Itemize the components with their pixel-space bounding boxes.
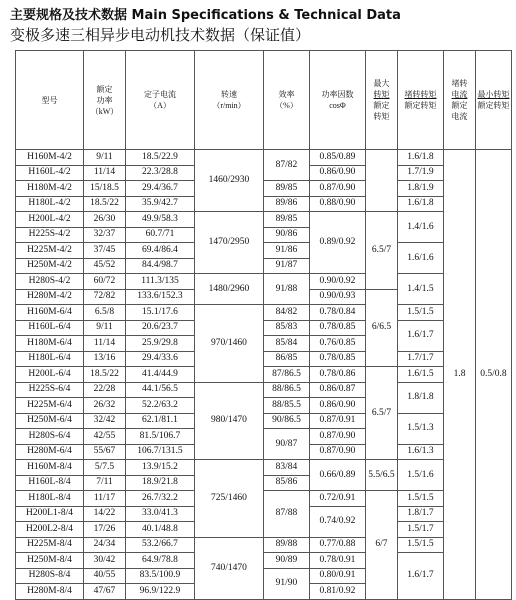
cell-efficiency: 89/85	[264, 181, 310, 197]
cell-power: 22/28	[84, 382, 126, 398]
table-row	[16, 460, 512, 476]
cell-model: H200L-6/4	[16, 367, 84, 383]
cell-power: 14/22	[84, 506, 126, 522]
cell-max-torque: 6.5/7	[366, 212, 398, 290]
cell-power: 26/30	[84, 212, 126, 228]
cell-model: H280M-6/4	[16, 444, 84, 460]
cell-locked-torque: 1.6/1.7	[398, 320, 444, 351]
cell-speed: 725/1460	[195, 460, 264, 538]
cell-locked-torque: 1.4/1.5	[398, 274, 444, 305]
cell-current: 22.3/28.8	[126, 165, 195, 181]
cell-locked-torque: 1.4/1.6	[398, 212, 444, 243]
cell-efficiency: 90/87	[264, 429, 310, 460]
table-row	[16, 320, 512, 336]
cell-efficiency: 84/82	[264, 305, 310, 321]
cell-model: H250M-4/2	[16, 258, 84, 274]
cell-efficiency: 87/86.5	[264, 367, 310, 383]
cell-current: 133.6/152.3	[126, 289, 195, 305]
header-max-torque: 最大 转矩 额定 转矩	[366, 51, 398, 150]
cell-model: H250M-8/4	[16, 553, 84, 569]
cell-efficiency: 91/87	[264, 258, 310, 274]
cell-model: H280M-4/2	[16, 289, 84, 305]
cell-power-factor: 0.86/0.90	[310, 398, 366, 414]
cell-model: H180M-4/2	[16, 181, 84, 197]
cell-power-factor: 0.86/0.87	[310, 382, 366, 398]
cell-current: 106.7/131.5	[126, 444, 195, 460]
cell-power: 32/37	[84, 227, 126, 243]
header-row	[16, 51, 512, 150]
cell-model: H200L-4/2	[16, 212, 84, 228]
cell-current: 18.5/22.9	[126, 150, 195, 166]
cell-model: H280M-8/4	[16, 584, 84, 600]
cell-model: H160L-4/2	[16, 165, 84, 181]
header-power: 额定 功率 （kW）	[84, 51, 126, 150]
cell-locked-torque: 1.6/1.6	[398, 243, 444, 274]
cell-power: 6.5/8	[84, 305, 126, 321]
cell-model: H180L-4/2	[16, 196, 84, 212]
table-row	[16, 305, 512, 321]
spec-table	[15, 50, 512, 600]
cell-model: H160L-8/4	[16, 475, 84, 491]
cell-efficiency: 91/86	[264, 243, 310, 259]
cell-model: H280S-8/4	[16, 568, 84, 584]
cell-power: 26/32	[84, 398, 126, 414]
cell-power-factor: 0.87/0.90	[310, 181, 366, 197]
cell-efficiency: 90/89	[264, 553, 310, 569]
cell-power: 42/55	[84, 429, 126, 445]
cell-locked-torque: 1.6/1.8	[398, 150, 444, 166]
cell-min-torque: 0.5/0.8	[476, 150, 512, 600]
cell-power-factor: 0.66/0.89	[310, 460, 366, 491]
cell-power: 9/11	[84, 320, 126, 336]
header-model: 型号	[16, 51, 84, 150]
cell-power: 18.5/22	[84, 196, 126, 212]
cell-locked-torque: 1.5/1.7	[398, 522, 444, 538]
cell-current: 69.4/86.4	[126, 243, 195, 259]
cell-power: 5/7.5	[84, 460, 126, 476]
cell-model: H180L-6/4	[16, 351, 84, 367]
cell-speed: 1460/2930	[195, 150, 264, 212]
cell-model: H160L-6/4	[16, 320, 84, 336]
cell-power: 37/45	[84, 243, 126, 259]
cell-model: H200L2-8/4	[16, 522, 84, 538]
cell-efficiency: 88/86.5	[264, 382, 310, 398]
cell-power: 30/42	[84, 553, 126, 569]
table-row	[16, 382, 512, 398]
cell-power: 18.5/22	[84, 367, 126, 383]
cell-max-torque: 6/6.5	[366, 289, 398, 367]
table-row	[16, 274, 512, 290]
cell-power: 9/11	[84, 150, 126, 166]
cell-max-torque: 5.5/6.5	[366, 460, 398, 491]
table-row	[16, 351, 512, 367]
cell-speed: 1480/2960	[195, 274, 264, 305]
cell-power-factor: 0.87/0.90	[310, 444, 366, 460]
cell-locked-torque: 1.6/1.3	[398, 444, 444, 460]
cell-model: H250M-6/4	[16, 413, 84, 429]
cell-power-factor: 0.87/0.91	[310, 413, 366, 429]
cell-power-factor: 0.76/0.85	[310, 336, 366, 352]
cell-current: 40.1/48.8	[126, 522, 195, 538]
cell-power-factor: 0.80/0.91	[310, 568, 366, 584]
cell-locked-torque: 1.8/1.8	[398, 382, 444, 413]
cell-current: 29.4/33.6	[126, 351, 195, 367]
cell-current: 81.5/106.7	[126, 429, 195, 445]
cell-efficiency: 89/86	[264, 196, 310, 212]
cell-power-factor: 0.87/0.90	[310, 429, 366, 445]
cell-locked-torque: 1.5/1.5	[398, 305, 444, 321]
cell-power: 11/14	[84, 165, 126, 181]
table-row	[16, 181, 512, 197]
cell-power-factor: 0.74/0.92	[310, 506, 366, 537]
cell-power-factor: 0.86/0.90	[310, 165, 366, 181]
cell-power: 17/26	[84, 522, 126, 538]
cell-power-factor: 0.90/0.92	[310, 274, 366, 290]
cell-model: H200L1-8/4	[16, 506, 84, 522]
table-row	[16, 537, 512, 553]
cell-efficiency: 91/90	[264, 568, 310, 599]
cell-speed: 980/1470	[195, 382, 264, 460]
cell-locked-torque: 1.6/1.7	[398, 553, 444, 600]
title-main: 主要规格及技术数据 Main Specifications & Technical Data	[10, 8, 401, 23]
cell-model: H225M-8/4	[16, 537, 84, 553]
cell-locked-current: 1.8	[444, 150, 476, 600]
cell-power: 60/72	[84, 274, 126, 290]
cell-efficiency: 83/84	[264, 460, 310, 476]
cell-power-factor: 0.78/0.85	[310, 351, 366, 367]
cell-power-factor: 0.78/0.84	[310, 305, 366, 321]
cell-current: 83.5/100.9	[126, 568, 195, 584]
cell-speed: 740/1470	[195, 537, 264, 599]
cell-locked-torque: 1.6/1.8	[398, 196, 444, 212]
table-row	[16, 196, 512, 212]
cell-current: 20.6/23.7	[126, 320, 195, 336]
cell-efficiency: 89/88	[264, 537, 310, 553]
cell-speed: 970/1460	[195, 305, 264, 383]
cell-power-factor: 0.78/0.91	[310, 553, 366, 569]
cell-max-torque	[366, 150, 398, 212]
cell-efficiency: 89/85	[264, 212, 310, 228]
cell-power: 32/42	[84, 413, 126, 429]
cell-efficiency: 86/85	[264, 351, 310, 367]
header-current: 定子电流 （A）	[126, 51, 195, 150]
cell-power-factor: 0.72/0.91	[310, 491, 366, 507]
cell-model: H225M-6/4	[16, 398, 84, 414]
cell-current: 29.4/36.7	[126, 181, 195, 197]
cell-model: H280S-4/2	[16, 274, 84, 290]
table-row	[16, 413, 512, 429]
cell-current: 53.2/66.7	[126, 537, 195, 553]
cell-power: 15/18.5	[84, 181, 126, 197]
cell-power: 7/11	[84, 475, 126, 491]
cell-power-factor: 0.88/0.90	[310, 196, 366, 212]
header-speed: 转速 （r/min）	[195, 51, 264, 150]
table-row	[16, 491, 512, 507]
cell-efficiency: 85/84	[264, 336, 310, 352]
cell-locked-torque: 1.8/1.7	[398, 506, 444, 522]
cell-power: 72/82	[84, 289, 126, 305]
cell-power-factor: 0.90/0.93	[310, 289, 366, 305]
cell-max-torque: 6.5/7	[366, 367, 398, 460]
cell-power: 24/34	[84, 537, 126, 553]
cell-current: 62.1/81.1	[126, 413, 195, 429]
cell-current: 13.9/15.2	[126, 460, 195, 476]
cell-max-torque: 6/7	[366, 491, 398, 600]
cell-current: 35.9/42.7	[126, 196, 195, 212]
cell-efficiency: 91/88	[264, 274, 310, 305]
cell-efficiency: 87/88	[264, 491, 310, 538]
cell-power-factor: 0.77/0.88	[310, 537, 366, 553]
cell-current: 96.9/122.9	[126, 584, 195, 600]
header-locked-current: 堵转 电流 额定 电流	[444, 51, 476, 150]
cell-efficiency: 88/85.5	[264, 398, 310, 414]
header-min-torque: 最小转矩 额定转矩	[476, 51, 512, 150]
cell-power: 45/52	[84, 258, 126, 274]
cell-efficiency: 90/86.5	[264, 413, 310, 429]
cell-model: H180L-8/4	[16, 491, 84, 507]
header-power-factor: 功率因数 cosΦ	[310, 51, 366, 150]
cell-power: 11/17	[84, 491, 126, 507]
header-locked-torque: 堵转转矩 额定转矩	[398, 51, 444, 150]
cell-power-factor: 0.85/0.89	[310, 150, 366, 166]
cell-efficiency: 85/83	[264, 320, 310, 336]
cell-power-factor: 0.78/0.85	[310, 320, 366, 336]
cell-power-factor: 0.78/0.86	[310, 367, 366, 383]
cell-power: 40/55	[84, 568, 126, 584]
cell-locked-torque: 1.8/1.9	[398, 181, 444, 197]
cell-locked-torque: 1.7/1.7	[398, 351, 444, 367]
table-row	[16, 367, 512, 383]
cell-model: H225S-6/4	[16, 382, 84, 398]
cell-current: 52.2/63.2	[126, 398, 195, 414]
cell-power: 55/67	[84, 444, 126, 460]
cell-power-factor: 0.81/0.92	[310, 584, 366, 600]
cell-power: 11/14	[84, 336, 126, 352]
cell-current: 41.4/44.9	[126, 367, 195, 383]
subtitle: 变极多速三相异步电动机技术数据（保证值）	[10, 26, 311, 44]
header-efficiency: 效率 （%）	[264, 51, 310, 150]
cell-current: 26.7/32.2	[126, 491, 195, 507]
cell-current: 44.1/56.5	[126, 382, 195, 398]
cell-current: 18.9/21.8	[126, 475, 195, 491]
cell-current: 15.1/17.6	[126, 305, 195, 321]
cell-model: H160M-4/2	[16, 150, 84, 166]
cell-current: 49.9/58.3	[126, 212, 195, 228]
table-row	[16, 212, 512, 228]
cell-current: 33.0/41.3	[126, 506, 195, 522]
cell-power: 13/16	[84, 351, 126, 367]
cell-power-factor: 0.89/0.92	[310, 212, 366, 274]
table-row	[16, 553, 512, 569]
cell-efficiency: 85/86	[264, 475, 310, 491]
cell-current: 60.7/71	[126, 227, 195, 243]
cell-locked-torque: 1.5/1.6	[398, 460, 444, 491]
cell-current: 64.9/78.8	[126, 553, 195, 569]
cell-model: H160M-6/4	[16, 305, 84, 321]
cell-locked-torque: 1.6/1.5	[398, 367, 444, 383]
cell-locked-torque: 1.5/1.3	[398, 413, 444, 444]
cell-model: H280S-6/4	[16, 429, 84, 445]
cell-locked-torque: 1.5/1.5	[398, 491, 444, 507]
cell-locked-torque: 1.5/1.5	[398, 537, 444, 553]
cell-efficiency: 87/82	[264, 150, 310, 181]
cell-speed: 1470/2950	[195, 212, 264, 274]
cell-current: 111.3/135	[126, 274, 195, 290]
cell-efficiency: 90/86	[264, 227, 310, 243]
cell-model: H180M-6/4	[16, 336, 84, 352]
table-row	[16, 150, 512, 166]
cell-power: 47/67	[84, 584, 126, 600]
cell-current: 84.4/98.7	[126, 258, 195, 274]
cell-model: H160M-8/4	[16, 460, 84, 476]
cell-locked-torque: 1.7/1.9	[398, 165, 444, 181]
cell-model: H225S-4/2	[16, 227, 84, 243]
cell-model: H225M-4/2	[16, 243, 84, 259]
table-row	[16, 243, 512, 259]
cell-current: 25.9/29.8	[126, 336, 195, 352]
